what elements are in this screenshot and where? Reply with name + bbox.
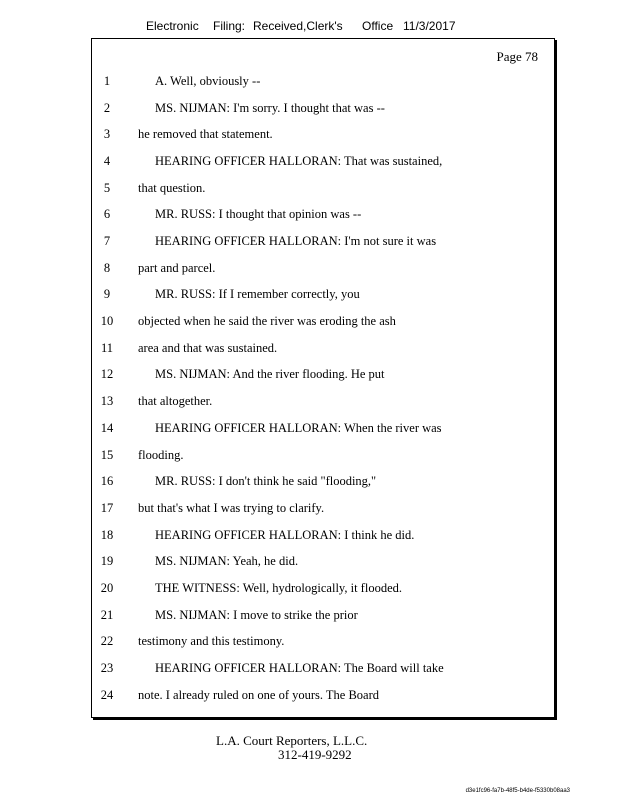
transcript-line: objected when he said the river was eroding the ash — [138, 314, 396, 328]
document-hash: d3e1fc96-fa7b-48f5-b4de-f5330b08aa3 — [465, 788, 570, 794]
transcript-line: A. Well, obviously -- — [155, 74, 261, 88]
transcript-line: HEARING OFFICER HALLORAN: I think he did. — [155, 528, 415, 542]
line-number: 13 — [100, 394, 114, 408]
line-number: 5 — [103, 181, 111, 195]
header-word-office: Office — [362, 19, 394, 33]
transcript-line: area and that was sustained. — [138, 341, 278, 355]
line-number: 9 — [103, 287, 111, 301]
transcript-line: part and parcel. — [138, 261, 216, 275]
transcript-line: MS. NIJMAN: I move to strike the prior — [155, 608, 358, 622]
transcript-line: he removed that statement. — [138, 127, 273, 141]
reporter-phone: 312-419-9292 — [278, 747, 352, 762]
line-number: 3 — [103, 127, 111, 141]
transcript-line: HEARING OFFICER HALLORAN: When the river was — [155, 421, 442, 435]
line-number: 21 — [100, 608, 114, 622]
transcript-line: MR. RUSS: I don't think he said "flooding," — [155, 474, 377, 488]
line-number: 8 — [103, 261, 111, 275]
transcript-line: MS. NIJMAN: And the river flooding. He put — [155, 367, 385, 381]
line-number: 4 — [103, 154, 111, 168]
transcript-line: note. I already ruled on one of yours. The Board — [138, 688, 380, 702]
transcript-line: MS. NIJMAN: I'm sorry. I thought that was -- — [155, 101, 385, 115]
line-number: 10 — [100, 314, 114, 328]
line-number: 20 — [100, 581, 114, 595]
transcript-line: that question. — [138, 181, 206, 195]
transcript-line: HEARING OFFICER HALLORAN: That was sustained, — [155, 154, 443, 168]
line-number: 23 — [100, 661, 114, 675]
filing-header — [0, 19, 618, 35]
header-word-electronic: Electronic — [146, 19, 199, 33]
transcript-line: HEARING OFFICER HALLORAN: The Board will take — [155, 661, 444, 675]
reporter-company: L.A. Court Reporters, L.L.C. — [216, 733, 368, 748]
line-number: 7 — [103, 234, 111, 248]
transcript-line: MR. RUSS: If I remember correctly, you — [155, 287, 360, 301]
line-number: 16 — [100, 474, 114, 488]
transcript-line: testimony and this testimony. — [138, 634, 285, 648]
line-number: 22 — [100, 634, 114, 648]
line-number: 15 — [100, 448, 114, 462]
header-word-date: 11/3/2017 — [403, 19, 456, 33]
transcript-line: THE WITNESS: Well, hydrologically, it flooded. — [155, 581, 402, 595]
header-word-received: Received,Clerk's — [253, 19, 343, 33]
line-number: 12 — [100, 367, 114, 381]
line-number: 19 — [100, 554, 114, 568]
line-number: 11 — [100, 341, 114, 355]
line-number: 6 — [103, 207, 111, 221]
page-number: Page 78 — [496, 49, 538, 64]
transcript-line: MS. NIJMAN: Yeah, he did. — [155, 554, 299, 568]
line-number: 1 — [103, 74, 111, 88]
line-number: 17 — [100, 501, 114, 515]
transcript-line: MR. RUSS: I thought that opinion was -- — [155, 207, 362, 221]
transcript-line: but that's what I was trying to clarify. — [138, 501, 325, 515]
line-number: 18 — [100, 528, 114, 542]
header-word-filing: Filing: — [213, 19, 246, 33]
line-number: 24 — [100, 688, 114, 702]
transcript-line: that altogether. — [138, 394, 213, 408]
line-number: 14 — [100, 421, 114, 435]
transcript-line: HEARING OFFICER HALLORAN: I'm not sure it was — [155, 234, 437, 248]
line-number: 2 — [103, 101, 111, 115]
transcript-line: flooding. — [138, 448, 184, 462]
